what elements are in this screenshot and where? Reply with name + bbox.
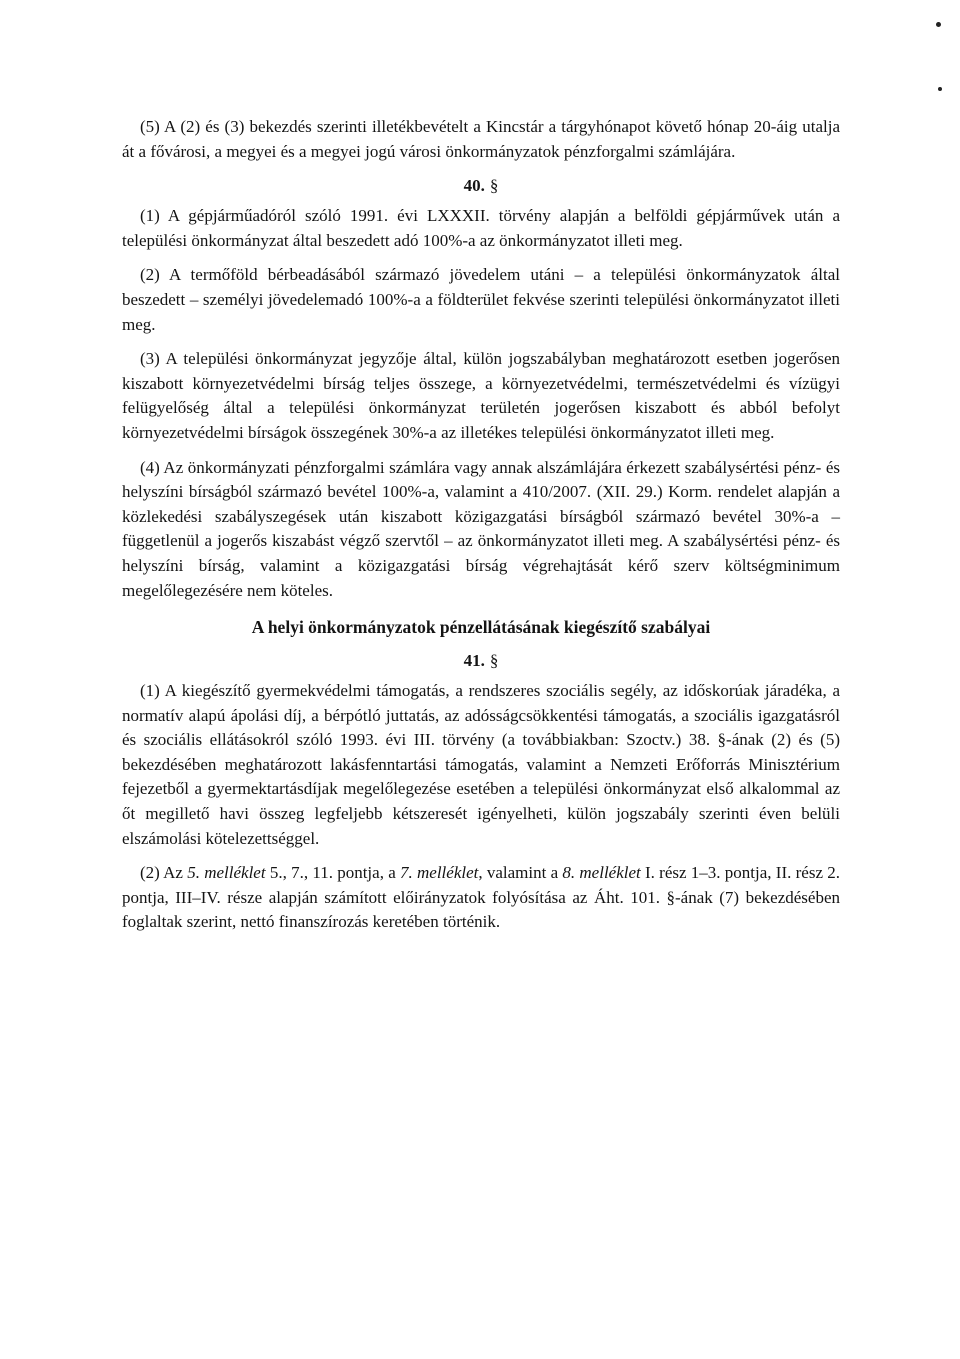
annex-reference: 5. melléklet: [187, 863, 266, 883]
section-41-paragraph-1: (1) A kiegészítő gyermekvédelmi támogatás, a rendszeres szociális segély, az időskorúak járadéka, a normatív alapú ápolási díj, a bérpótló juttatás, az adósságcsökkentési támogatás, a szociális igazgatásról és szociális ellátásokról szóló 1993. évi III. törvény (a továbbiakban: Szoctv.) 38. §-ának (2) és (5) bekezdésében meghatározott lakásfenntartási támogatás, valamint a Nemzeti Erőforrás Minisztérium fejezetből a gyermektartásdíjak megelőlegezése esetében a települési önkormányzat első alkalommal az őt megillető havi összeg legfeljebb kétszeresét igényelheti, külön jogszabály szerinti éven belüli elszámolási kötelezettséggel.: [122, 681, 840, 848]
section-40-paragraph-3: (3) A települési önkormányzat jegyzője által, külön jogszabályban meghatározott esetben jogerősen kiszabott környezetvédelmi bírság teljes összege, a környezetvédelmi, természetvédelmi és vízügyi felügyelőség által a települési önkormányzat területén jogerősen kiszabott és abból befolyt környezetvédelmi bírságok összegének 30%-a az illetékes települési önkormányzatot illeti meg.: [122, 349, 840, 442]
section-sign: §: [489, 176, 499, 196]
section-sign: §: [489, 651, 499, 671]
chapter-heading: A helyi önkormányzatok pénzellátásának kiegészítő szabályai: [251, 617, 711, 638]
section-40-paragraph-4: (4) Az önkormányzati pénzforgalmi számlára vagy annak alszámlájára érkezett szabálysértési pénz- és helyszíni bírságból származó bevétel 100%-a, valamint a 410/2007. (XII. 29.) Korm. rendelet alapján a közlekedési szabályszegések után kiszabott közigazgatási bírságból származó bevétel 30%-a – függetlenül a jogerős kiszabást végző szervtől – az önkormányzatot illeti meg. A szabálysértési pénz- és helyszíni bírság, valamint a közigazgatási bírság végrehajtását kérő szerv költségminimum megelőlegezésére nem köteles.: [122, 457, 840, 600]
text-run: I. rész 1–3. pontja, II. rész 2. pontja, III–IV. része alapján számított előirányzatok folyósítása az Áht. 101. §-ának (7) bekezdésében foglaltak szerint, nettó finanszírozás keretében történik.: [122, 863, 840, 932]
section-41-title: [122, 649, 840, 673]
section-40-paragraph-2: (2) A termőföld bérbeadásából származó jövedelem utáni – a települési önkormányzatok által beszedett – személyi jövedelemadó 100%-a a földterület fekvése szerinti települési önkormányzatot illeti meg.: [122, 265, 840, 334]
section-40-paragraph-1: (1) A gépjárműadóról szóló 1991. évi LXXXII. törvény alapján a belföldi gépjárművek után a települési önkormányzat által beszedett adó 100%-a az önkormányzatot illeti meg.: [122, 206, 840, 250]
corner-dot-top: [936, 22, 941, 27]
text-run: , valamint a: [478, 863, 563, 883]
section-number: 41.: [463, 651, 485, 671]
section-number: 40.: [463, 176, 485, 196]
document-page: [122, 115, 840, 935]
section-41-paragraph-2: [122, 861, 840, 935]
corner-dot-second: [938, 87, 942, 91]
annex-reference: 7. melléklet: [400, 863, 479, 883]
section-40-title: [122, 174, 840, 198]
text-run: (2) Az: [140, 863, 188, 883]
text-run: 5., 7., 11. pontja, a: [265, 863, 400, 883]
paragraph-5: (5) A (2) és (3) bekezdés szerinti illetékbevételt a Kincstár a tárgyhónapot követő hónap 20-áig utalja át a fővárosi, a megyei és a megyei jogú városi önkormányzatok pénzforgalmi számlájára.: [122, 117, 840, 161]
annex-reference: 8. melléklet: [562, 863, 641, 883]
